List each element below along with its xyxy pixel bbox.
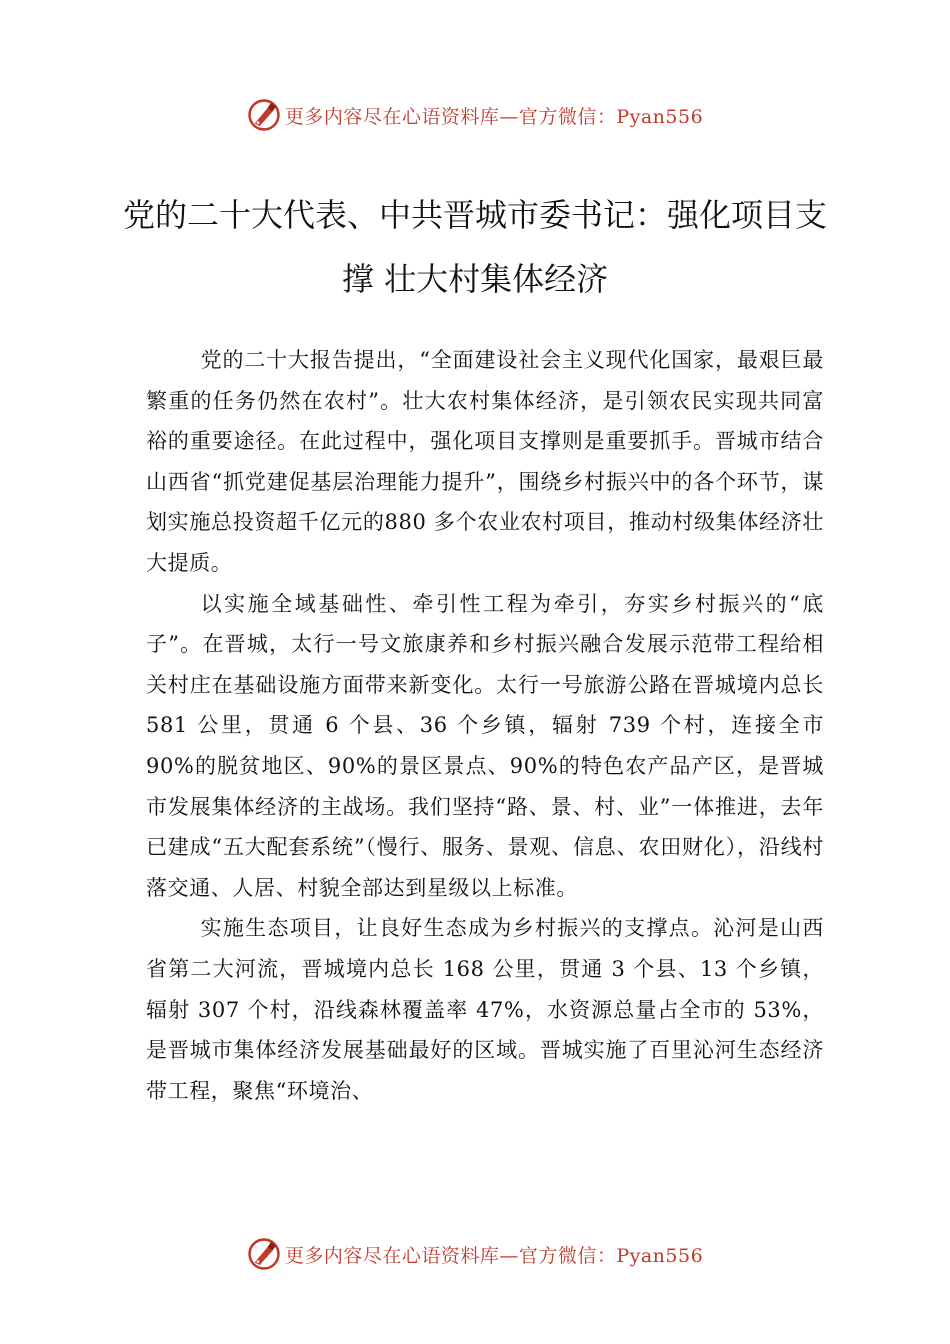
footer-banner: [0, 1234, 950, 1274]
pen-nib-seal-icon: [247, 98, 281, 132]
pen-nib-seal-icon: [247, 1237, 281, 1271]
document-body: [146, 340, 824, 1111]
document-title: 党的二十大代表、中共晋城市委书记：强化项目支撑 壮大村集体经济: [122, 196, 827, 298]
paragraph: 党的二十大报告提出，“全面建设社会主义现代化国家，最艰巨最繁重的任务仍然在农村”。壮大农村集体经济，是引领农民实现共同富裕的重要途径。在此过程中，强化项目支撑则是重要抓手。晋城市结合山西省“抓党建促基层治理能力提升”，围绕乡村振兴中的各个环节，谋划实施总投资超千亿元的880 多个农业农村项目，推动村级集体经济壮大提质。: [146, 348, 824, 575]
footer-banner-text: 更多内容尽在心语资料库—官方微信：Pyan556: [284, 1244, 704, 1267]
paragraph: 以实施全域基础性、牵引性工程为牵引，夯实乡村振兴的“底子”。在晋城，太行一号文旅康养和乡村振兴融合发展示范带工程给相关村庄在基础设施方面带来新变化。太行一号旅游公路在晋城境内总长 581 公里，贯通 6 个县、36 个乡镇，辐射 739 个村，连接全市 90%的脱贫地区、90%的景区景点、90%的特色农产品产区，是晋城市发展集体经济的主战场。我们坚持“路、景、村、业”一体推进，去年已建成“五大配套系统”（慢行、服务、景观、信息、农田财化），沿线村落交通、人居、村貌全部达到星级以上标准。: [146, 591, 824, 900]
paragraph: 实施生态项目，让良好生态成为乡村振兴的支撑点。沁河是山西省第二大河流，晋城境内总长 168 公里，贯通 3 个县、13 个乡镇，辐射 307 个村，沿线森林覆盖率 47%，水资源总量占全市的 53%，是晋城市集体经济发展基础最好的区域。晋城实施了百里沁河生态经济带工程，聚焦“环境治、: [146, 916, 824, 1103]
header-banner-text: 更多内容尽在心语资料库—官方微信：Pyan556: [284, 105, 704, 128]
header-banner: [0, 95, 950, 135]
